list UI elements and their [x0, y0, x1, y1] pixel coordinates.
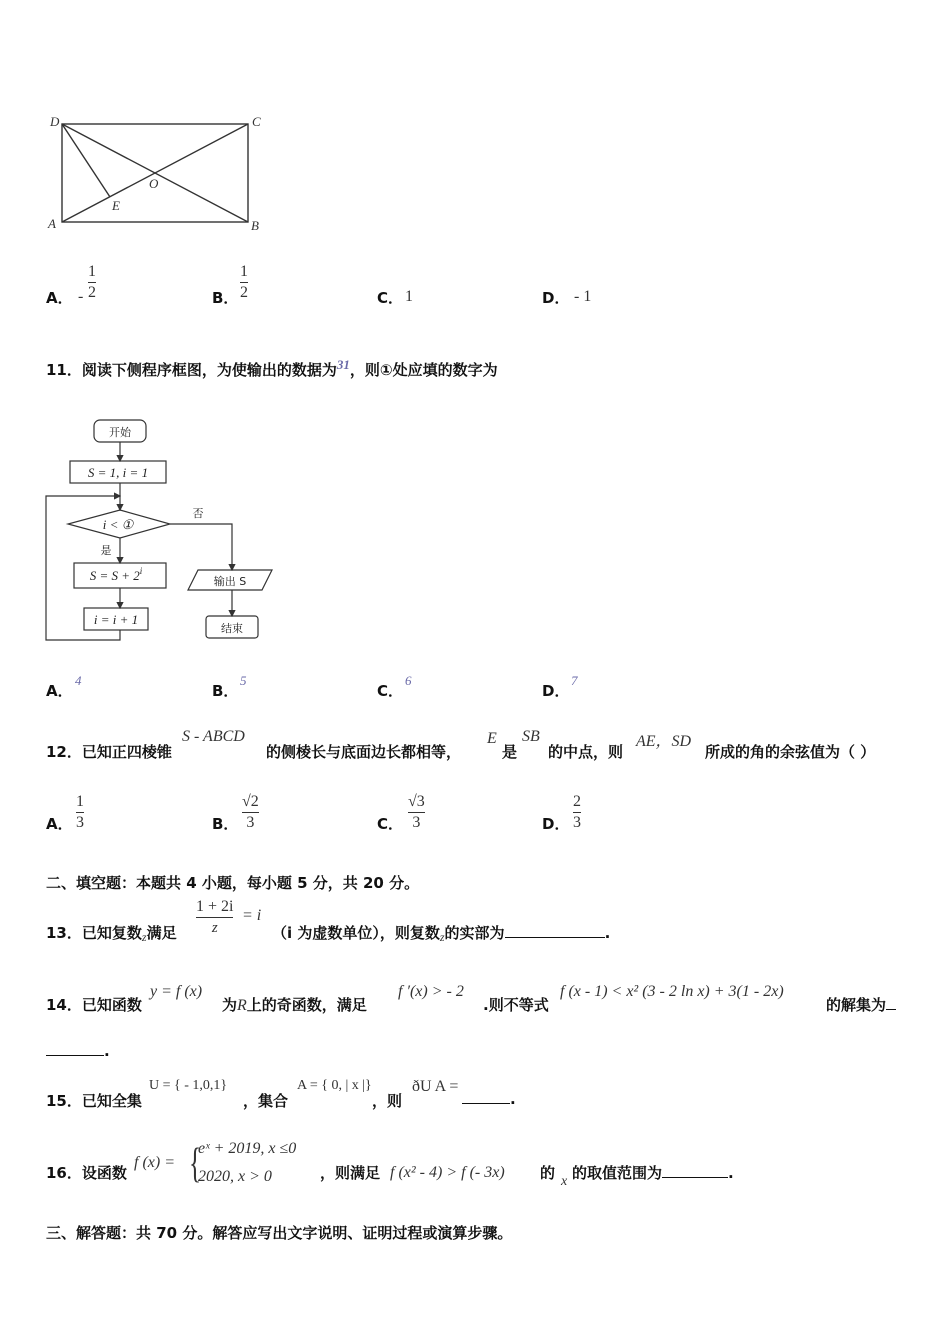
- pyramid-name: S - ABCD: [182, 728, 245, 745]
- point-e: E: [487, 730, 497, 747]
- q12-option-b-label[interactable]: B．: [212, 815, 239, 833]
- rectangle-figure: [44, 110, 274, 235]
- q15-text-3: ，则: [372, 1092, 403, 1110]
- q15-universal-set: U = { - 1,0,1}: [149, 1078, 228, 1093]
- flowchart: [40, 412, 280, 648]
- label-O: O: [149, 176, 159, 191]
- q16-function-name: f (x) =: [134, 1154, 175, 1171]
- option-a-fraction: 1 2: [88, 263, 96, 301]
- q16-text-4: 的取值范围为 .: [572, 1164, 734, 1182]
- q16-case-1: eˣ + 2019, x ≤0: [198, 1140, 297, 1157]
- flow-init: S = 1, i = 1: [87, 465, 149, 480]
- q12-option-a-fraction: 1 3: [76, 793, 84, 831]
- q15-complement: ðU A =: [412, 1078, 459, 1095]
- question-15: 15．已知全集: [46, 1092, 142, 1110]
- q11-option-a-value: 4: [75, 673, 82, 688]
- flow-start: 开始: [109, 426, 131, 439]
- flow-condition: i < ①: [102, 517, 134, 532]
- section-3-heading: 三、解答题：共 70 分。解答应写出文字说明、证明过程或演算步骤。: [46, 1224, 513, 1242]
- question-11: 11．阅读下侧程序框图，为使输出的数据为$^{31}$，则①处应填的数字为: [46, 357, 498, 379]
- option-c-value: 1: [405, 288, 413, 305]
- q16-variable-x: x: [561, 1174, 568, 1189]
- option-c-label[interactable]: C．: [377, 289, 404, 307]
- label-D: D: [50, 114, 60, 129]
- q13-tail: （i 为虚数单位），则复数$_z$的实部为 .: [272, 924, 611, 944]
- q12-option-c-fraction: √3 3: [408, 793, 425, 831]
- q14-text-2: 为R上的奇函数，满足: [222, 996, 367, 1014]
- option-a-label[interactable]: A．: [46, 289, 73, 307]
- q12-text-5: 所成的角的余弦值为（ ）: [705, 743, 876, 761]
- q15-text-2: ，集合: [243, 1092, 289, 1110]
- q11-option-d-value: 7: [571, 673, 578, 688]
- q12-text-3: 是: [502, 743, 518, 761]
- q14-inequality: f (x - 1) < x² (3 - 2 ln x) + 3(1 - 2x): [560, 983, 784, 1000]
- q11-option-d-label[interactable]: D．: [542, 682, 570, 700]
- q16-brace: {: [189, 1141, 202, 1187]
- option-a-sign: -: [78, 288, 84, 305]
- q14-condition: f ′(x) > - 2: [398, 983, 464, 1000]
- flow-yes: 是: [100, 544, 112, 557]
- q14-text-5: 的解集为: [826, 994, 896, 1015]
- option-b-label[interactable]: B．: [212, 289, 239, 307]
- q11-option-b-label[interactable]: B．: [212, 682, 239, 700]
- q12-option-d-label[interactable]: D．: [542, 815, 570, 833]
- q12-text-4: 的中点，则: [548, 743, 624, 761]
- q15-set-a: A = { 0, | x |}: [297, 1078, 372, 1093]
- label-B: B: [251, 218, 259, 233]
- flow-step: $S = S + 2^i$: [89, 566, 143, 583]
- q11-option-b-value: 5: [240, 673, 247, 688]
- label-C: C: [252, 114, 261, 129]
- question-13: 13．已知复数$_z$满足: [46, 924, 177, 944]
- section-2-heading: 二、填空题：本题共 4 小题，每小题 5 分，共 20 分。: [46, 874, 420, 892]
- flow-no: 否: [192, 507, 204, 520]
- q11-option-a-label[interactable]: A．: [46, 682, 73, 700]
- option-d-label[interactable]: D．: [542, 289, 570, 307]
- question-14: 14．已知函数: [46, 996, 142, 1014]
- lines-ae-sd: AE，SD: [636, 733, 692, 750]
- q13-fraction: 1 + 2i z: [196, 898, 234, 936]
- flow-end: 结束: [221, 622, 243, 635]
- q12-option-b-fraction: √2 3: [242, 793, 259, 831]
- q16-case-2: 2020, x > 0: [198, 1168, 272, 1185]
- q15-answer-blank[interactable]: .: [462, 1090, 516, 1108]
- option-d-value: - 1: [574, 288, 592, 305]
- q12-option-d-fraction: 2 3: [573, 793, 581, 831]
- q14-function: y = f (x): [150, 983, 203, 1000]
- q11-option-c-value: 6: [405, 673, 412, 688]
- q12-option-a-label[interactable]: A．: [46, 815, 73, 833]
- label-E: E: [112, 198, 120, 213]
- q16-text-2: ，则满足: [320, 1164, 381, 1182]
- q11-option-c-label[interactable]: C．: [377, 682, 404, 700]
- question-12: 12．已知正四棱锥: [46, 743, 172, 761]
- flow-output: 输出 S: [213, 575, 247, 588]
- q14-text-4: .则不等式: [483, 996, 549, 1014]
- q16-text-3: 的: [540, 1164, 556, 1182]
- edge-sb: SB: [522, 728, 540, 745]
- flow-increment: i = i + 1: [93, 612, 139, 627]
- label-A: A: [48, 216, 56, 231]
- question-16: 16．设函数: [46, 1164, 127, 1182]
- q12-option-c-label[interactable]: C．: [377, 815, 404, 833]
- q12-text-2: 的侧棱长与底面边长都相等，: [266, 743, 462, 761]
- option-b-fraction: 1 2: [240, 263, 248, 301]
- q16-inequality: f (x² - 4) > f (- 3x): [390, 1164, 505, 1181]
- q13-equals: = i: [242, 907, 262, 924]
- q14-answer-blank[interactable]: .: [46, 1042, 110, 1060]
